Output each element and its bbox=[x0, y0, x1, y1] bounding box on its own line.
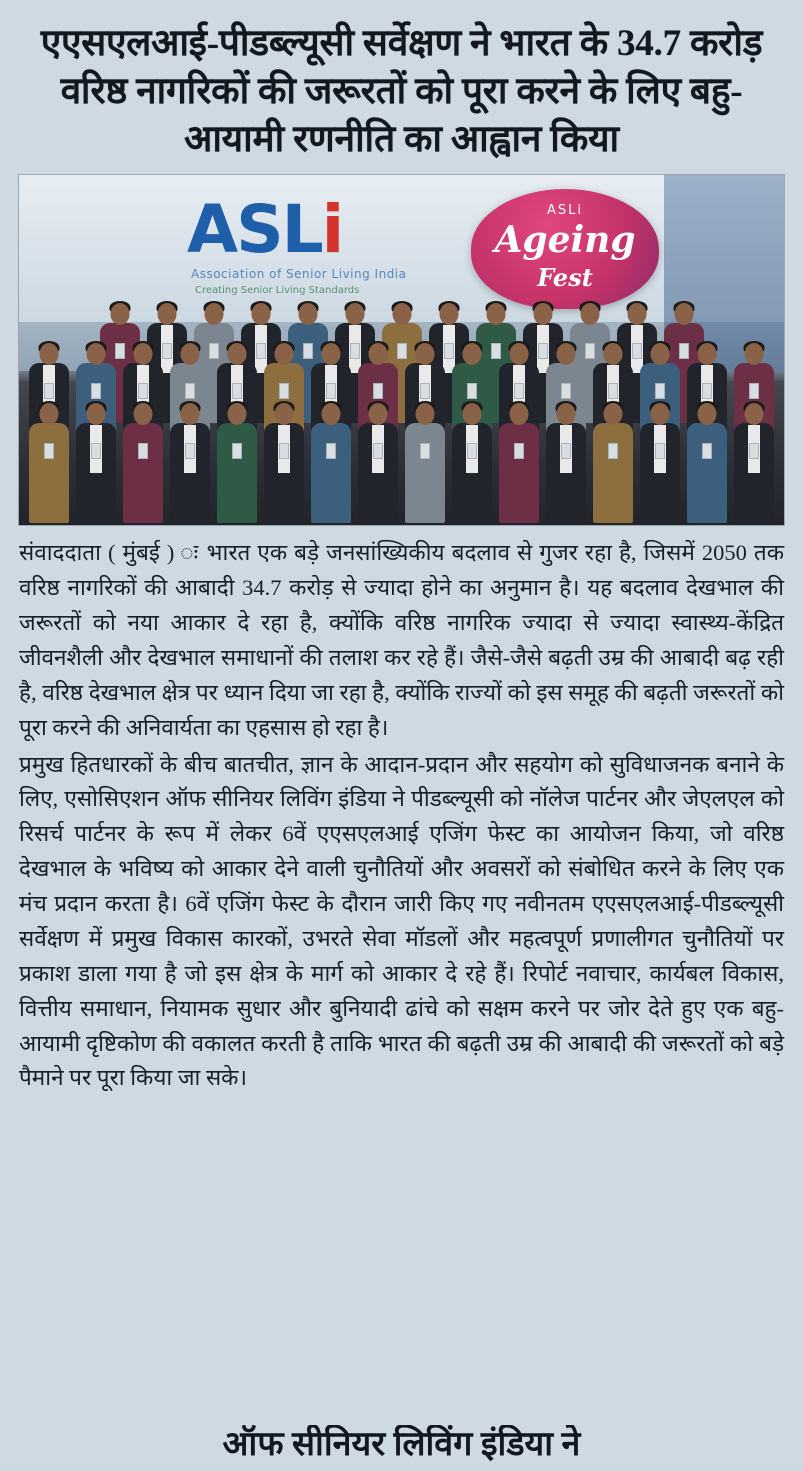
next-headline-peek: ऑफ सीनियर लिविंग इंडिया ने bbox=[222, 1426, 581, 1463]
asli-logo-subtitle-secondary: Creating Senior Living Standards bbox=[195, 285, 360, 297]
article-paragraph: संवाददाता ( मुंबई ) ः भारत एक बड़े जनसांख्यिकीय बदलाव से गुजर रहा है, जिसमें 2050 तक वरिष्ठ नागरिकों की आबादी 34.7 करोड़ से ज्यादा होने का अनुमान है। यह बदलाव देखभाल की जरूरतों को नया आकार दे रहा है, क्योंकि वरिष्ठ नागरिक ज्यादा से ज्यादा स्वास्थ्य-केंद्रित जीवनशैली और देखभाल समाधानों की तलाश कर रहे हैं। जैसे-जैसे बढ़ती उम्र की आबादी बढ़ रही है, वरिष्ठ देखभाल क्षेत्र पर ध्यान दिया जा रहा है, क्योंकि राज्यों को इस समूह की बढ़ती जरूरतों को पूरा करने की अनिवार्यता का एहसास हो रहा है। bbox=[19, 540, 784, 740]
page-title: एएसएलआई-पीडब्ल्यूसी सर्वेक्षण ने भारत के 34.7 करोड़ वरिष्ठ नागरिकों की जरूरतों को पूरा करने के लिए बहु-आयामी रणनीति का आह्वान किया bbox=[40, 23, 763, 161]
ageing-fest-badge bbox=[471, 189, 659, 309]
person bbox=[27, 403, 71, 523]
person bbox=[74, 403, 118, 523]
photo-crowd-row-front bbox=[19, 403, 784, 523]
person bbox=[450, 403, 494, 523]
article-photo bbox=[18, 174, 785, 526]
ageing-fest-badge-title: Ageing bbox=[494, 219, 636, 262]
person bbox=[215, 403, 259, 523]
person bbox=[544, 403, 588, 523]
person bbox=[403, 403, 447, 523]
person bbox=[497, 403, 541, 523]
asli-logo-subtitle: Association of Senior Living India bbox=[191, 267, 407, 282]
asli-logo bbox=[187, 191, 343, 269]
asli-logo-text: ASLi bbox=[187, 191, 343, 269]
article-body bbox=[19, 536, 784, 1096]
person bbox=[168, 403, 212, 523]
person bbox=[591, 403, 635, 523]
person bbox=[685, 403, 729, 523]
ageing-fest-badge-sub: Fest bbox=[537, 263, 593, 293]
person bbox=[732, 403, 776, 523]
person bbox=[262, 403, 306, 523]
person bbox=[121, 403, 165, 523]
ageing-fest-badge-top: ASLi bbox=[547, 203, 583, 219]
person bbox=[356, 403, 400, 523]
person bbox=[309, 403, 353, 523]
person bbox=[638, 403, 682, 523]
article-paragraph: प्रमुख हितधारकों के बीच बातचीत, ज्ञान के आदान-प्रदान और सहयोग को सुविधाजनक बनाने के लिए, एसोसिएशन ऑफ सीनियर लिविंग इंडिया ने पीडब्ल्यूसी को नॉलेज पार्टनर और जेएलएल को रिसर्च पार्टनर के रूप में लेकर 6वें एएसएलआई एजिंग फेस्ट का आयोजन किया, जो वरिष्ठ देखभाल के भविष्य को आकार देने वाली चुनौतियों और अवसरों को संबोधित करने के लिए एक मंच प्रदान करता है। 6वें एजिंग फेस्ट के दौरान जारी किए गए नवीनतम एएसएलआई-पीडब्ल्यूसी सर्वेक्षण में प्रमुख विकास कारकों, उभरते सेवा मॉडलों और महत्वपूर्ण प्रणालीगत चुनौतियों पर प्रकाश डाला गया है जो इस क्षेत्र के मार्ग को आकार दे रहे हैं। रिपोर्ट नवाचार, कार्यबल विकास, वित्तीय समाधान, नियामक सुधार और बुनियादी ढांचे को सक्षम करने पर जोर देते हुए एक बहु-आयामी दृष्टिकोण की वकालत करती है ताकि भारत की बढ़ती उम्र की आबादी की जरूरतों को बड़े पैमाने पर पूरा किया जा सके। bbox=[19, 751, 784, 1091]
